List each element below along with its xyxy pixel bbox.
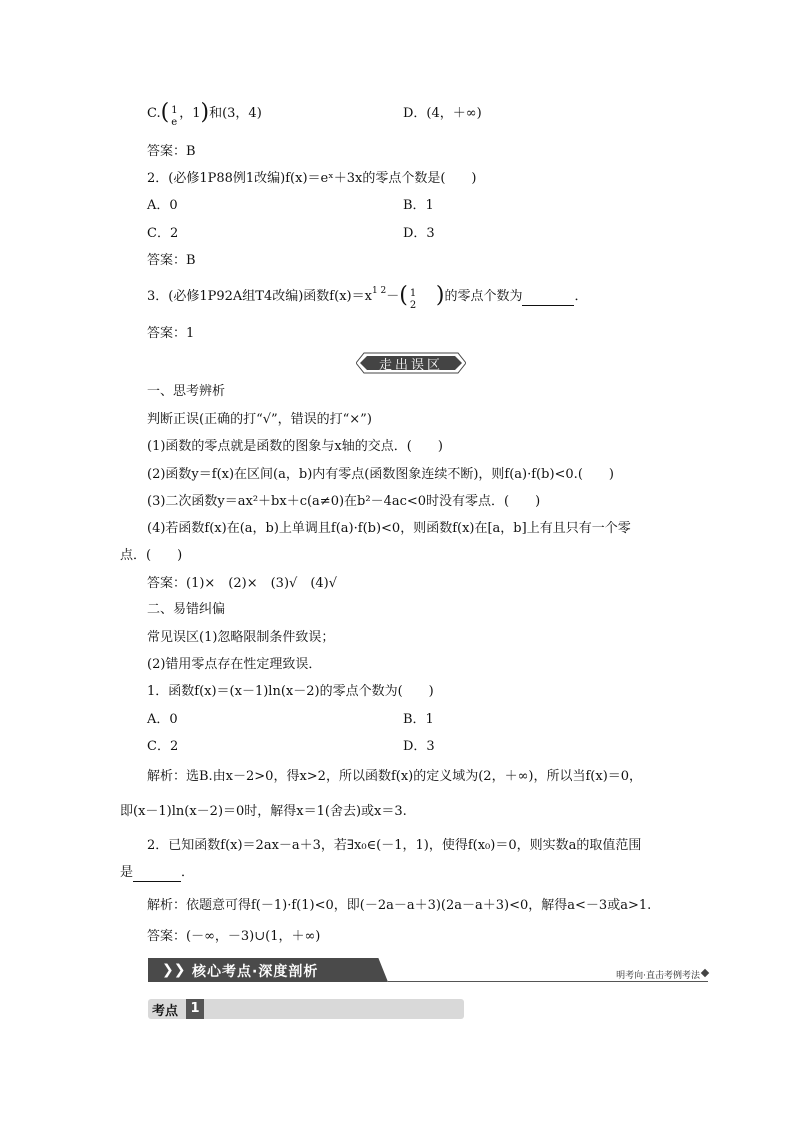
- judge-item-2: (2)函数y＝f(x)在区间(a，b)内有零点(函数图象连续不断)，则f(a)·f(b)<0.( ): [147, 467, 614, 482]
- judge-item-3: (3)二次函数y＝ax²＋bx＋c(a≠0)在b²－4ac<0时没有零点．( ): [147, 494, 541, 509]
- section-1-title: 一、思考辨析: [147, 384, 226, 399]
- e1-option-d: D．3: [403, 739, 435, 754]
- exponent: 1 2: [371, 286, 387, 296]
- fraction: [408, 288, 418, 311]
- e2-solution: 解析：依题意可得f(－1)·f(1)<0，即(－2a－a＋3)(2a－a＋3)<0，解得a<－3或a>1.: [147, 898, 652, 913]
- judge-item-4: (4)若函数f(x)在(a，b)上单调且f(a)·f(b)<0，则函数f(x)在[a，b]上有且只有一个零: [147, 521, 631, 536]
- e1-option-a: A．0: [147, 712, 178, 727]
- diamond-icon: [701, 969, 709, 977]
- paren-right: ): [435, 283, 445, 308]
- e1-solution-cont: 即(x－1)ln(x－2)＝0时，解得x＝1(舍去)或x＝3.: [120, 804, 407, 819]
- frac-den: e: [171, 117, 178, 128]
- e1-option-b: B．1: [403, 712, 434, 727]
- e2-stem: 2．已知函数f(x)＝2ax－a＋3，若∃x₀∈(－1，1)，使得f(x₀)＝0，则实数a的取值范围: [147, 838, 642, 853]
- option-tail: 和(3，4): [209, 106, 262, 121]
- fraction: [169, 105, 179, 128]
- topic-label: 考点: [152, 1004, 179, 1019]
- judge-item-4-cont: 点．( ): [120, 548, 183, 563]
- frac-num: 1: [409, 288, 417, 299]
- answer-blank[interactable]: [522, 291, 574, 306]
- q1-option-d: D．(4，＋∞): [403, 106, 482, 121]
- q3-stem: [147, 283, 588, 311]
- e2-stem-part: 是: [120, 865, 134, 880]
- option-text: ，1: [179, 106, 201, 121]
- q3-stem-end: ．: [574, 289, 588, 304]
- e2-answer: 答案：(－∞，－3)∪(1，＋∞): [147, 929, 321, 944]
- q2-option-b: B．1: [403, 198, 434, 213]
- section-1-answer: 答案：(1)× (2)× (3)√ (4)√: [147, 576, 338, 591]
- q3-answer: 答案：1: [147, 326, 195, 341]
- q2-answer: 答案：B: [147, 253, 196, 268]
- answer-blank[interactable]: [133, 867, 181, 882]
- topic-number: 1: [186, 999, 204, 1019]
- e1-option-c: C．2: [147, 739, 179, 754]
- e1-solution: 解析：选B.由x－2>0，得x>2，所以函数f(x)的定义域为(2，＋∞)，所以当f(x)＝0，: [147, 769, 643, 784]
- q2-option-d: D．3: [403, 226, 435, 241]
- header-rule: [388, 981, 708, 982]
- frac-den: 2: [409, 300, 417, 311]
- q2-option-c: C．2: [147, 226, 179, 241]
- q2-stem: 2．(必修1P88例1改编)f(x)＝eˣ＋3x的零点个数是( ): [147, 171, 477, 186]
- option-label: C.: [147, 106, 161, 121]
- q1-option-c: [147, 100, 262, 128]
- paren-left: (: [160, 100, 170, 125]
- q3-stem-part: －: [386, 289, 400, 304]
- judge-item-1: (1)函数的零点就是函数的图象与x轴的交点．( ): [147, 439, 443, 454]
- header-subtitle: 明考向·直击考例考法: [616, 971, 700, 981]
- topic-label-bar: [148, 999, 464, 1019]
- header-title: 核心考点·深度剖析: [192, 964, 319, 980]
- e1-stem: 1．函数f(x)＝(x－1)ln(x－2)的零点个数为( ): [147, 684, 434, 699]
- q2-option-a: A．0: [147, 198, 178, 213]
- q1-answer: 答案：B: [147, 144, 196, 159]
- banner-text: 走出误区: [378, 358, 443, 373]
- section-2-intro-1: 常见误区(1)忽略限制条件致误；: [147, 630, 335, 645]
- e2-stem-end: ．: [181, 865, 195, 880]
- paren-left: (: [399, 283, 408, 308]
- chevron-right-icon: ❯❯: [162, 962, 186, 978]
- section-1-intro: 判断正误(正确的打“√”，错误的打“×”): [147, 412, 372, 427]
- section-banner: [356, 352, 466, 374]
- frac-num: 1: [171, 105, 178, 116]
- q3-stem-part: 的零点个数为: [444, 289, 523, 304]
- section-2-title: 二、易错纠偏: [147, 602, 226, 617]
- paren-right: ): [200, 100, 210, 125]
- q3-stem-part: 3．(必修1P92A组T4改编)函数f(x)＝x: [147, 289, 372, 304]
- section-2-intro-2: (2)错用零点存在性定理致误．: [147, 657, 322, 672]
- e2-stem-cont: [120, 864, 194, 882]
- core-section-header: [148, 958, 708, 984]
